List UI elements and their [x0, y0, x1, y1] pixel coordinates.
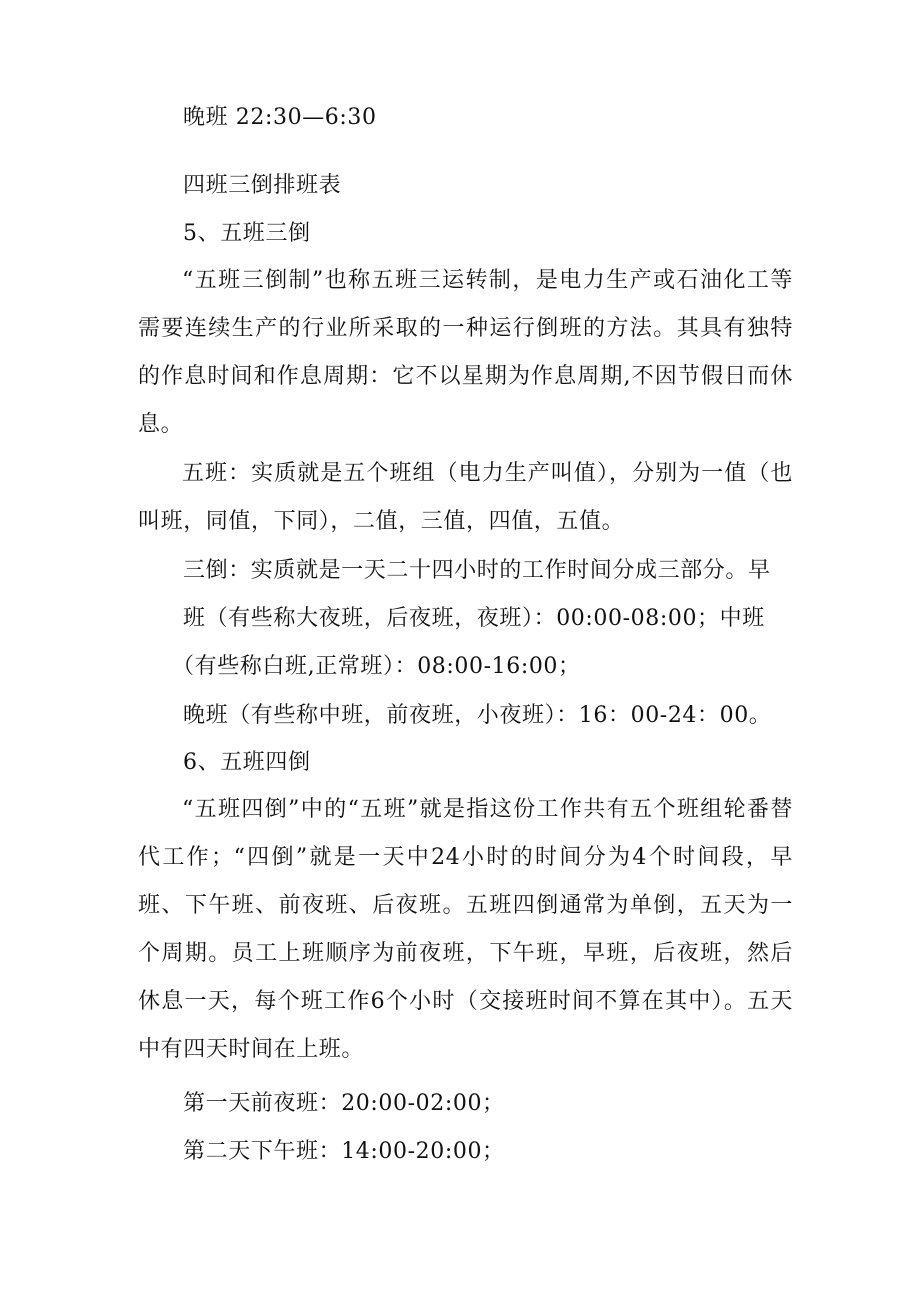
day-1-schedule: 第一天前夜班：20:00-02:00； — [183, 1091, 505, 1116]
three-shift-line-4: 晚班（有些称中班，前夜班，小夜班）：16：00-24：00。 — [183, 703, 772, 728]
section-6-heading: 6、五班四倒 — [183, 750, 311, 775]
section-5-paragraph-2: 五班：实质就是五个班组（电力生产叫值），分别为一值（也叫班，同值，下同），二值，三值，四值，五值。 — [138, 461, 793, 534]
three-shift-line-2: 班（有些称大夜班，后夜班，夜班）：00:00-08:00；中班 — [183, 606, 765, 631]
section-5-heading: 5、五班三倒 — [183, 221, 311, 246]
four-shift-table-title: 四班三倒排班表 — [183, 173, 342, 198]
day-2-schedule: 第二天下午班：14:00-20:00； — [183, 1139, 505, 1164]
three-shift-line-1: 三倒：实质就是一天二十四小时的工作时间分成三部分。早 — [183, 558, 771, 583]
night-shift-time-line: 晚班 22:30—6:30 — [183, 105, 377, 130]
section-6-paragraph-1: “五班四倒”中的“五班”就是指这份工作共有五个班组轮番替代工作；“四倒”就是一天中24小时的时间分为4个时间段，早班、下午班、前夜班、后夜班。五班四倒通常为单倒，五天为一个周期。员工上班顺序为前夜班，下午班，早班，后夜班，然后休息一天，每个班工作6个小时（交接班时间不算在其中）。五天中有四天时间在上班。 — [138, 797, 793, 1062]
three-shift-line-3: （有些称白班,正常班）：08:00-16:00； — [172, 654, 581, 679]
section-5-paragraph-1: “五班三倒制”也称五班三运转制，是电力生产或石油化工等需要连续生产的行业所采取的一种运行倒班的方法。其具有独特的作息时间和作息周期：它不以星期为作息周期,不因节假日而休息。 — [138, 268, 793, 437]
